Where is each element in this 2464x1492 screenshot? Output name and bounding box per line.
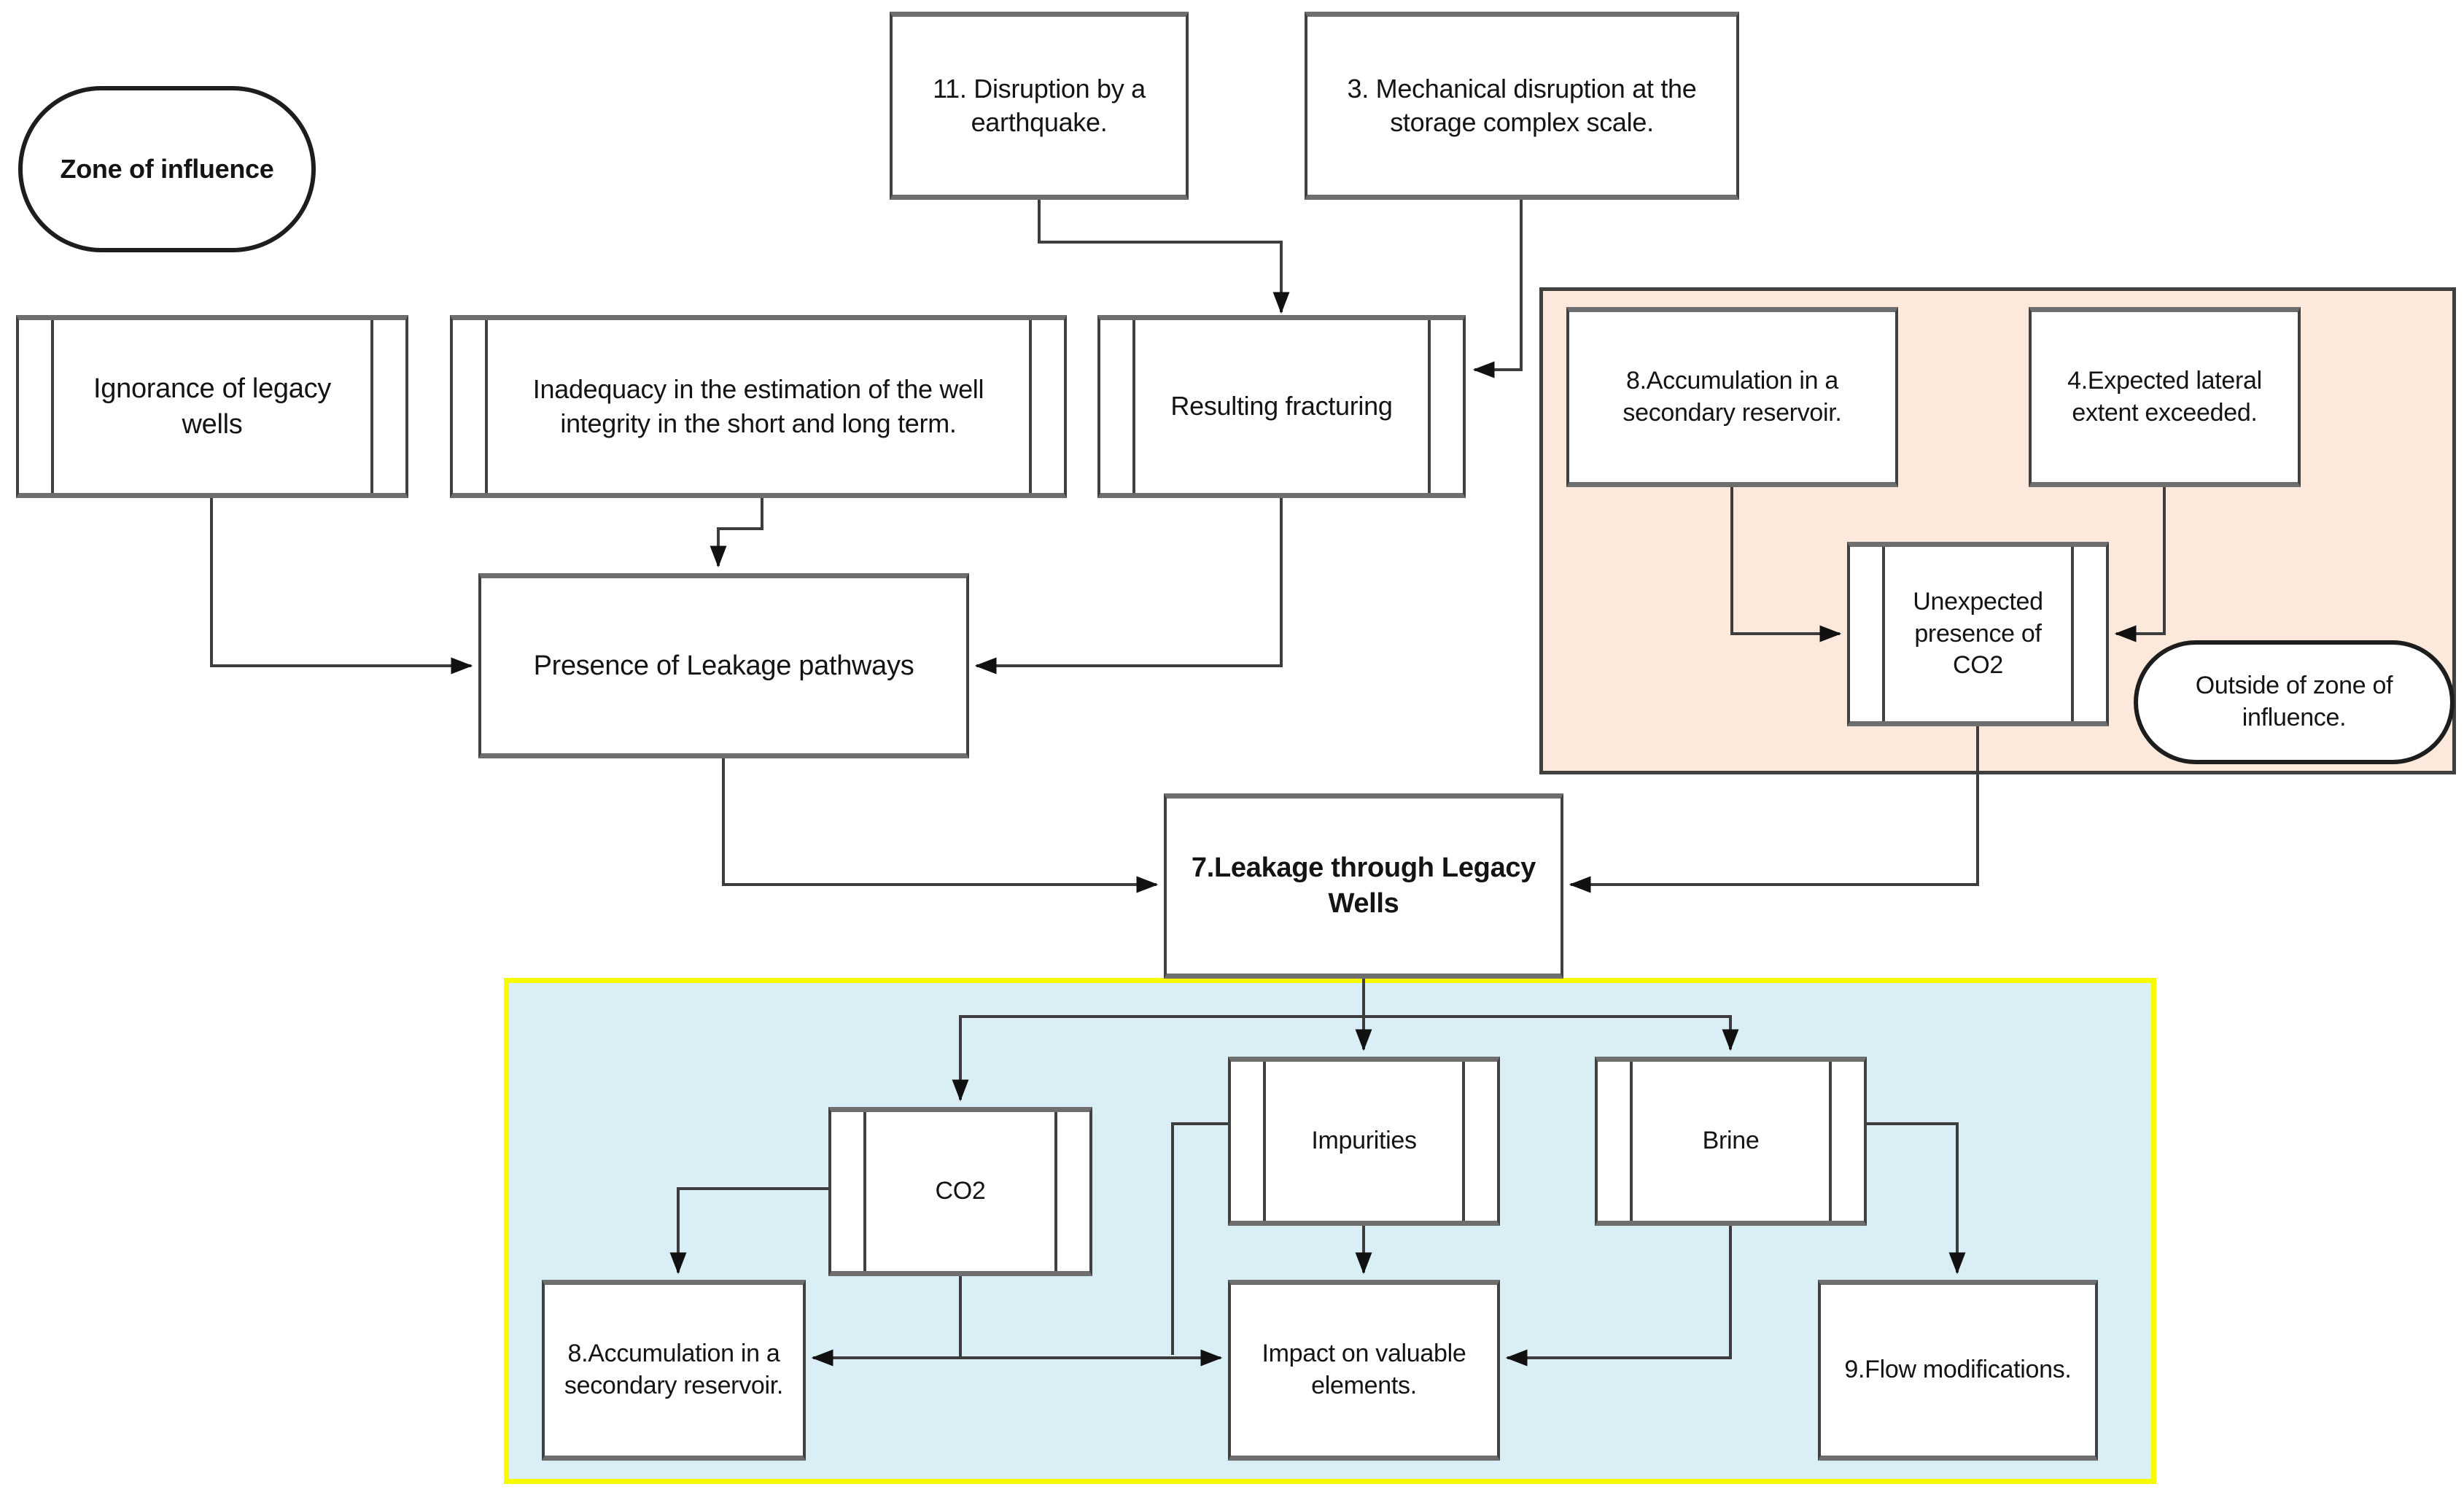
- node-leakage-through-legacy-wells: [1164, 793, 1563, 979]
- node-impact-valuable-elements: [1228, 1280, 1500, 1461]
- connector-1: [1474, 200, 1521, 370]
- node-label-presence-leakage-pathways: Presence of Leakage pathways: [533, 650, 914, 681]
- node-label-brine: Brine: [1702, 1127, 1760, 1155]
- node-label-earthquake: 11. Disruption by a earthquake.: [933, 73, 1146, 137]
- node-label-accumulation-secondary-bottom: 8.Accumulation in a secondary reservoir.: [564, 1340, 784, 1399]
- connector-19: [1867, 1124, 1957, 1273]
- node-inadequacy-well-integrity: [450, 315, 1067, 498]
- connector-11: [1364, 1017, 1730, 1049]
- connector-8: [2116, 487, 2164, 634]
- node-flow-modifications: [1818, 1280, 2098, 1461]
- node-label-leakage-through-legacy-wells: 7.Leakage through Legacy Wells: [1191, 852, 1536, 919]
- node-label-expected-lateral-extent: 4.Expected lateral extent exceeded.: [2067, 366, 2262, 427]
- node-earthquake: [890, 12, 1189, 200]
- node-resulting-fracturing: [1097, 315, 1466, 498]
- node-label-resulting-fracturing: Resulting fracturing: [1170, 391, 1393, 421]
- node-label-zone-of-influence: Zone of influence: [60, 153, 274, 184]
- node-accumulation-secondary-top: [1566, 307, 1898, 487]
- node-label-ignorance-legacy-wells: Ignorance of legacy wells: [93, 373, 331, 440]
- node-presence-leakage-pathways: [478, 573, 969, 758]
- node-label-co2: CO2: [935, 1177, 986, 1205]
- connector-7: [1732, 487, 1840, 634]
- node-accumulation-secondary-bottom: [542, 1280, 806, 1461]
- node-outside-zone-of-influence: [2134, 640, 2455, 764]
- node-brine: [1595, 1057, 1867, 1226]
- node-label-impurities: Impurities: [1311, 1127, 1417, 1155]
- node-label-inadequacy-well-integrity: Inadequacy in the estimation of the well integrity in the short and long term.: [532, 374, 984, 438]
- node-expected-lateral-extent: [2029, 307, 2301, 487]
- node-label-unexpected-presence-co2: Unexpected presence of CO2: [1913, 588, 2043, 680]
- node-zone-of-influence: [18, 86, 316, 252]
- node-mechanical-disruption: [1305, 12, 1739, 200]
- connector-5: [723, 758, 1157, 885]
- connector-2: [211, 498, 471, 666]
- connector-18: [1507, 1226, 1730, 1358]
- connector-6: [1571, 726, 1978, 885]
- node-label-impact-valuable-elements: Impact on valuable elements.: [1262, 1340, 1466, 1399]
- node-label-outside-zone-of-influence: Outside of zone of influence.: [2195, 672, 2393, 731]
- connector-0: [1039, 200, 1281, 312]
- node-impurities: [1228, 1057, 1500, 1226]
- connector-3: [718, 498, 762, 566]
- node-co2: [828, 1107, 1092, 1276]
- node-unexpected-presence-co2: [1847, 542, 2109, 726]
- node-label-mechanical-disruption: 3. Mechanical disruption at the storage complex scale.: [1347, 73, 1697, 137]
- connector-12: [678, 1189, 828, 1273]
- node-label-flow-modifications: 9.Flow modifications.: [1844, 1356, 2072, 1384]
- node-label-accumulation-secondary-top: 8.Accumulation in a secondary reservoir.: [1622, 366, 1842, 427]
- node-ignorance-legacy-wells: [16, 315, 408, 498]
- connector-4: [976, 498, 1281, 666]
- connector-16: [1173, 1124, 1228, 1355]
